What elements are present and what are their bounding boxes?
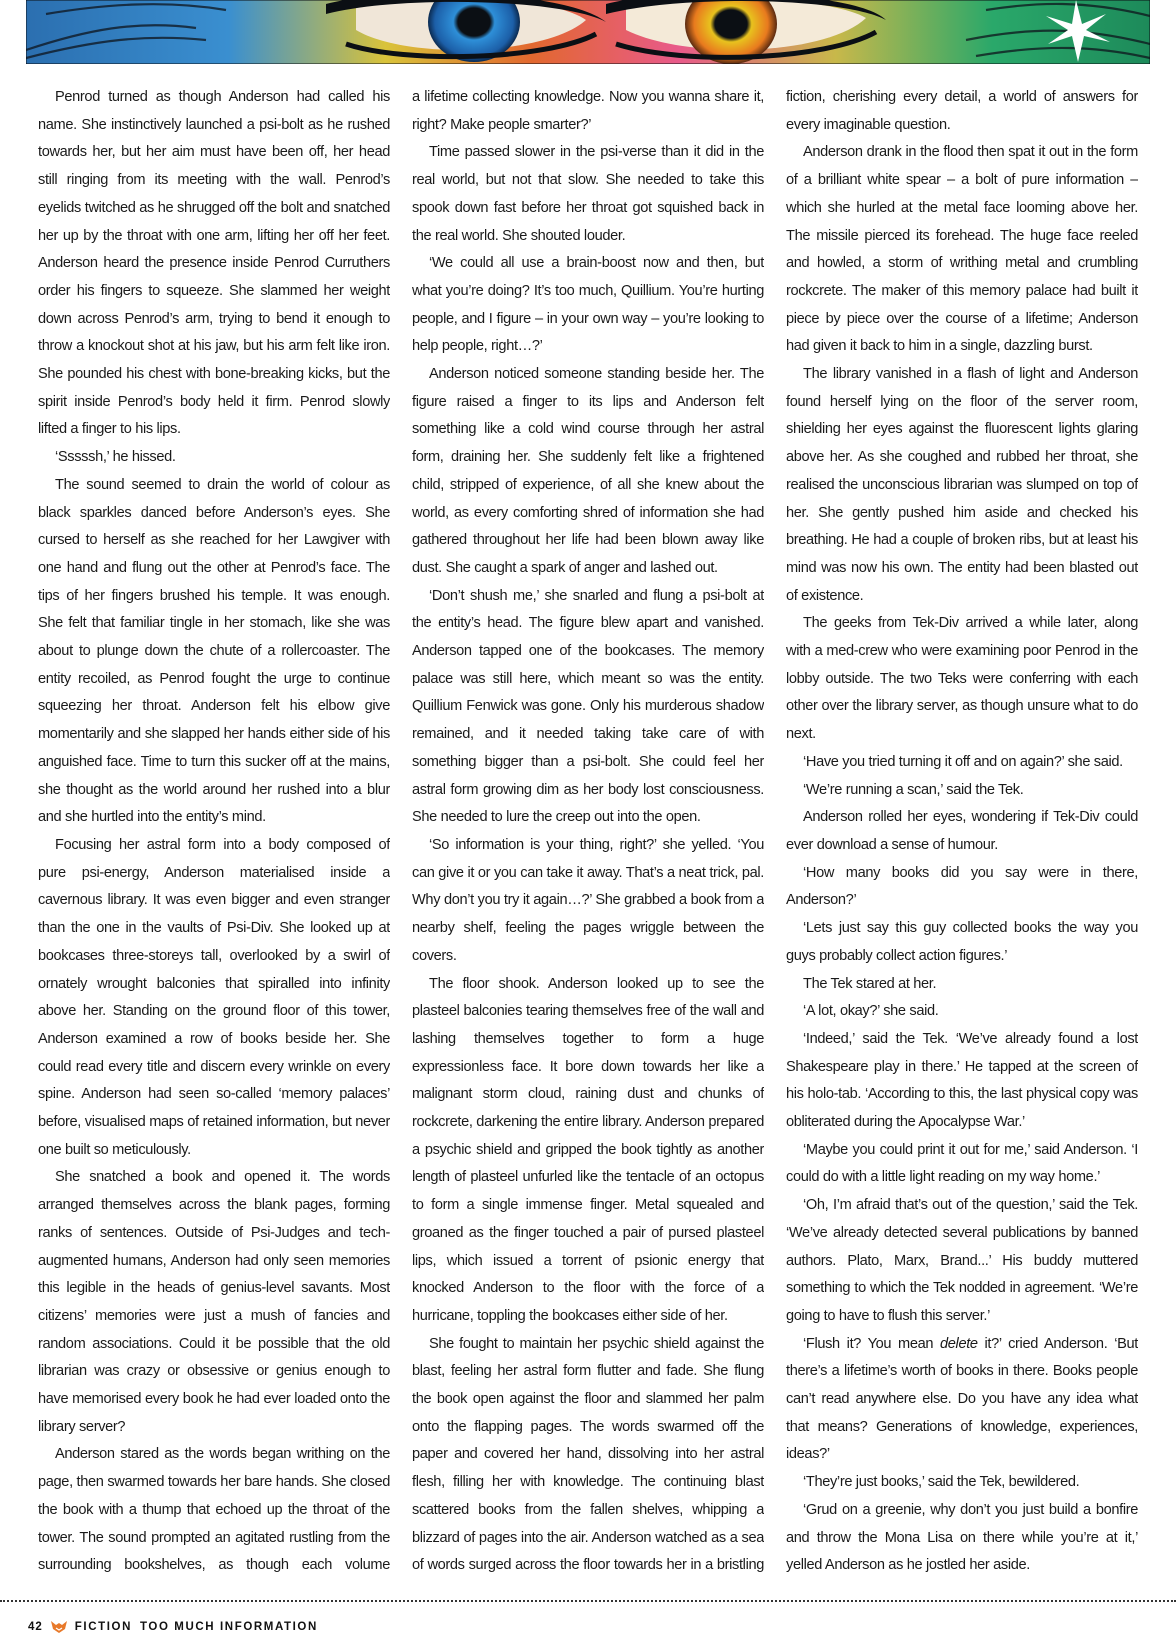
paragraph: Anderson noticed someone standing beside her. The figure raised a finger to its lips and Anderson felt something like a cold wind course through her astral form, draining her. She suddenly felt like a frightened child, stripped of experience, of all she knew about the world, as every comforting shred of information she had gathered throughout her life had been blown away like dust. She caught a spark of anger and lashed out. <box>412 366 764 576</box>
paragraph: The library vanished in a flash of light and Anderson found herself lying on the floor of the server room, shielding her eyes against the fluorescent lights glaring above her. As she coughed and rubbed her throat, she realised the unconscious librarian was slumped on top of her. She gently pushed him aside and checked his breathing. He had a couple of broken ribs, but at least his mind was now his own. The entity had been blasted out of existence. <box>786 366 1138 604</box>
paragraph: ‘We could all use a brain-boost now and then, but what you’re doing? It’s too much, Quillium. You’re hurting people, and I figure – in your own way – you’re looking to help people, right…?’ <box>412 255 764 355</box>
emphasis-text: delete <box>940 1335 978 1352</box>
story-title: TOO MUCH INFORMATION <box>140 1621 318 1633</box>
paragraph: The floor shook. Anderson looked up to see the plasteel balconies tearing themselves free of the wall and lashing themselves together to form a huge expressionless face. It bore down towards her like a malignant storm cloud, raining dust and chunks of rockcrete, darkening the entire library. Anderson prepared a psychic shield and gripped the book tightly as another length of plasteel unfurled like the tentacle of an octopus to form a single immense finger. Metal squealed and groaned as the finger touched a pair of pursed plasteel lips, which issued a torrent of psionic energy that knocked Anderson to the floor with the force of a hurricane, toppling the bookcases either side of her. <box>412 975 764 1324</box>
paragraph: fiction, cherishing every detail, a world of answers for every imaginable question. <box>786 89 1138 133</box>
paragraph: ‘Oh, I’m afraid that’s out of the question,’ said the Tek. ‘We’ve already detected several publications by banned authors. Plato, Marx, Brand...’ His buddy muttered something to which the Tek nodded in agreement. ‘We’re going to have to flush this server.’ <box>786 1197 1138 1324</box>
paragraph: Time passed slower in the psi-verse than it did in the real world, but not that slow. She needed to take this spook down fast before her throat got squished back in the real world. She shouted louder. <box>412 144 764 244</box>
paragraph: ‘Grud on a greenie, why don’t you just build a bonfire and throw the Mona Lisa on there while you’re at it,’ yelled Anderson as he jostled her aside. <box>786 1501 1138 1574</box>
comic-eyes-illustration <box>26 0 1150 64</box>
paragraph: ‘They’re just books,’ said the Tek, bewildered. <box>803 1474 1080 1491</box>
article-body <box>38 84 1138 1584</box>
paragraph <box>786 1331 1138 1470</box>
paragraph-text: ‘Flush it? You mean <box>803 1335 941 1352</box>
paragraph: ‘A lot, okay?’ she said. <box>803 1003 939 1020</box>
paragraph <box>786 1580 1138 1584</box>
paragraph: ‘Sssssh,’ he hissed. <box>55 449 176 466</box>
paragraph: Penrod turned as though Anderson had called his name. She instinctively launched a psi-bolt as he rushed towards her, but her aim must have been off, her head still ringing from its meeting with the wall. Penrod’s eyelids twitched as he shrugged off the bolt and snatched her up by the throat with one arm, lifting her off her feet. Anderson heard the presence inside Penrod Curruthers order his fingers to squeeze. She slammed her weight down across Penrod’s arm, trying to bend it enough to throw a knockout shot at his jaw, but his arm felt like iron. She pounded his chest with bone-breaking kicks, but the spirit inside Penrod’s body held it firm. Penrod slowly lifted a finger to his lips. <box>38 89 390 438</box>
paragraph: ‘Maybe you could print it out for me,’ said Anderson. ‘I could do with a little light reading on my way home.’ <box>786 1141 1138 1186</box>
paragraph: ‘We’re running a scan,’ said the Tek. <box>803 781 1024 798</box>
paragraph: ‘Lets just say this guy collected books the way you guys probably collect action figures.’ <box>786 920 1138 964</box>
paragraph: Anderson stared as the words began writhing on the page, then swarmed towards her bare hands. She closed the book with a thump that echoed up the throat of the tower. The sound prompted an agitated rustling from the surrounding bookshelves, as though each volume <box>38 1446 390 1574</box>
paragraph: She snatched a book and opened it. The words arranged themselves across the blank pages, forming ranks of sentences. Outside of Psi-Judges and tech-augmented humans, Anderson had only seen memories this legible in the heads of genius-level savants. Most citizens’ memories were just a mush of fancies and random associations. Could it be possible that the old librarian was crazy or obsessive or genius enough to have memorised every book he had ever loaded onto the library server? <box>38 1169 390 1435</box>
paragraph: ‘Indeed,’ said the Tek. ‘We’ve already found a lost Shakespeare play in there.’ He tapped at the screen of his holo-tab. ‘According to this, the last physical copy was obliterated during the Apocalypse War.’ <box>786 1030 1138 1131</box>
paragraph: ‘How many books did you say were in there, Anderson?’ <box>786 864 1138 909</box>
footer-divider <box>0 1600 1176 1602</box>
fox-logo-icon <box>51 1621 67 1633</box>
text-column-2 <box>412 84 764 1584</box>
section-label: FICTION <box>74 1621 132 1633</box>
paragraph: ‘Have you tried turning it off and on again?’ she said. <box>803 753 1123 770</box>
paragraph: The geeks from Tek-Div arrived a while later, along with a med-crew who were examining poor Penrod in the lobby outside. The two Teks were conferring with each other over the library server, as though unsure what to do next. <box>786 615 1138 743</box>
paragraph: The sound seemed to drain the world of colour as black sparkles danced before Anderson’s eyes. She cursed to herself as she reached for her Lawgiver with one hand and flung out the other at Penrod’s face. The tips of her fingers brushed his temple. It was enough. She felt that familiar tingle in her stomach, like she was about to plunge down the chute of a rollercoaster. The entity recoiled, as Penrod fought the urge to continue squeezing her throat. Anderson felt his elbow give momentarily and she slapped her hands either side of his anguished face. Time to turn this sucker off at the mains, she thought as the world around her rushed into a blur and she hurtled into the entity’s mind. <box>38 476 390 826</box>
paragraph: ‘So information is your thing, right?’ she yelled. ‘You can give it or you can take it away. That’s a neat trick, pal. Why don’t you try it again…?’ She grabbed a book from a nearby shelf, feeling the pages wriggle between the covers. <box>412 836 764 964</box>
paragraph: She fought to maintain her psychic shield against the blast, feeling her astral form flutter and fade. She flung the book open against the floor and slammed her palm onto the flapping pages. The words swarmed off the paper and covered her hand, dissolving into her astral flesh, filling her with knowledge. The continuing blast scattered books from the fallen shelves, whipping a blizzard of pages into the air. Anderson watched as a sea of words surged across the floor towards her in a bristling <box>412 1335 764 1574</box>
text-column-3 <box>786 84 1138 1584</box>
paragraph: Anderson rolled her eyes, wondering if Tek-Div could ever download a sense of humour. <box>786 809 1138 853</box>
paragraph: Anderson drank in the flood then spat it out in the form of a brilliant white spear – a bolt of pure information – which she hurled at the metal face looming above her. The missile pierced its forehead. The huge face reeled and howled, a storm of writhing metal and crumbling rockcrete. The maker of this memory palace had built it piece by piece over the course of a lifetime; Anderson had given it back to him in a single, dazzling burst. <box>786 144 1138 355</box>
paragraph: a lifetime collecting knowledge. Now you wanna share it, right? Make people smarter?’ <box>412 89 764 133</box>
page-footer <box>28 1619 318 1635</box>
page-number: 42 <box>28 1621 43 1633</box>
paragraph: The Tek stared at her. <box>803 975 937 992</box>
text-column-1 <box>38 84 390 1584</box>
paragraph: ‘Don’t shush me,’ she snarled and flung a psi-bolt at the entity’s head. The figure blew apart and vanished. Anderson tapped one of the bookcases. The memory palace was still here, which meant so was the entity. Quillium Fenwick was gone. Only his murderous shadow remained, and it needed taking take care of with something bigger than a psi-bolt. She could feel her astral form growing dim as her body lost consciousness. She needed to lure the creep out into the open. <box>412 587 764 826</box>
paragraph-text: it?’ cried Anderson. ‘But there’s a lifetime’s worth of books in there. Books people can’t read anywhere else. Do you have any idea what that means? Generations of knowledge, experiences, ideas?’ <box>786 1335 1138 1463</box>
header-banner-art <box>26 0 1150 64</box>
paragraph: Focusing her astral form into a body composed of pure psi-energy, Anderson materialised inside a cavernous library. It was even bigger and even stranger than the one in the vaults of Psi-Div. She looked up at bookcases three-storeys tall, overlooked by a swirl of ornately wrought balconies that spiralled into infinity above her. Standing on the ground floor of this tower, Anderson examined a row of books beside her. She could read every title and discern every wrinkle on every spine. Anderson had seen so-called ‘memory palaces’ before, visualised maps of retained information, but never one built so meticulously. <box>38 836 390 1158</box>
